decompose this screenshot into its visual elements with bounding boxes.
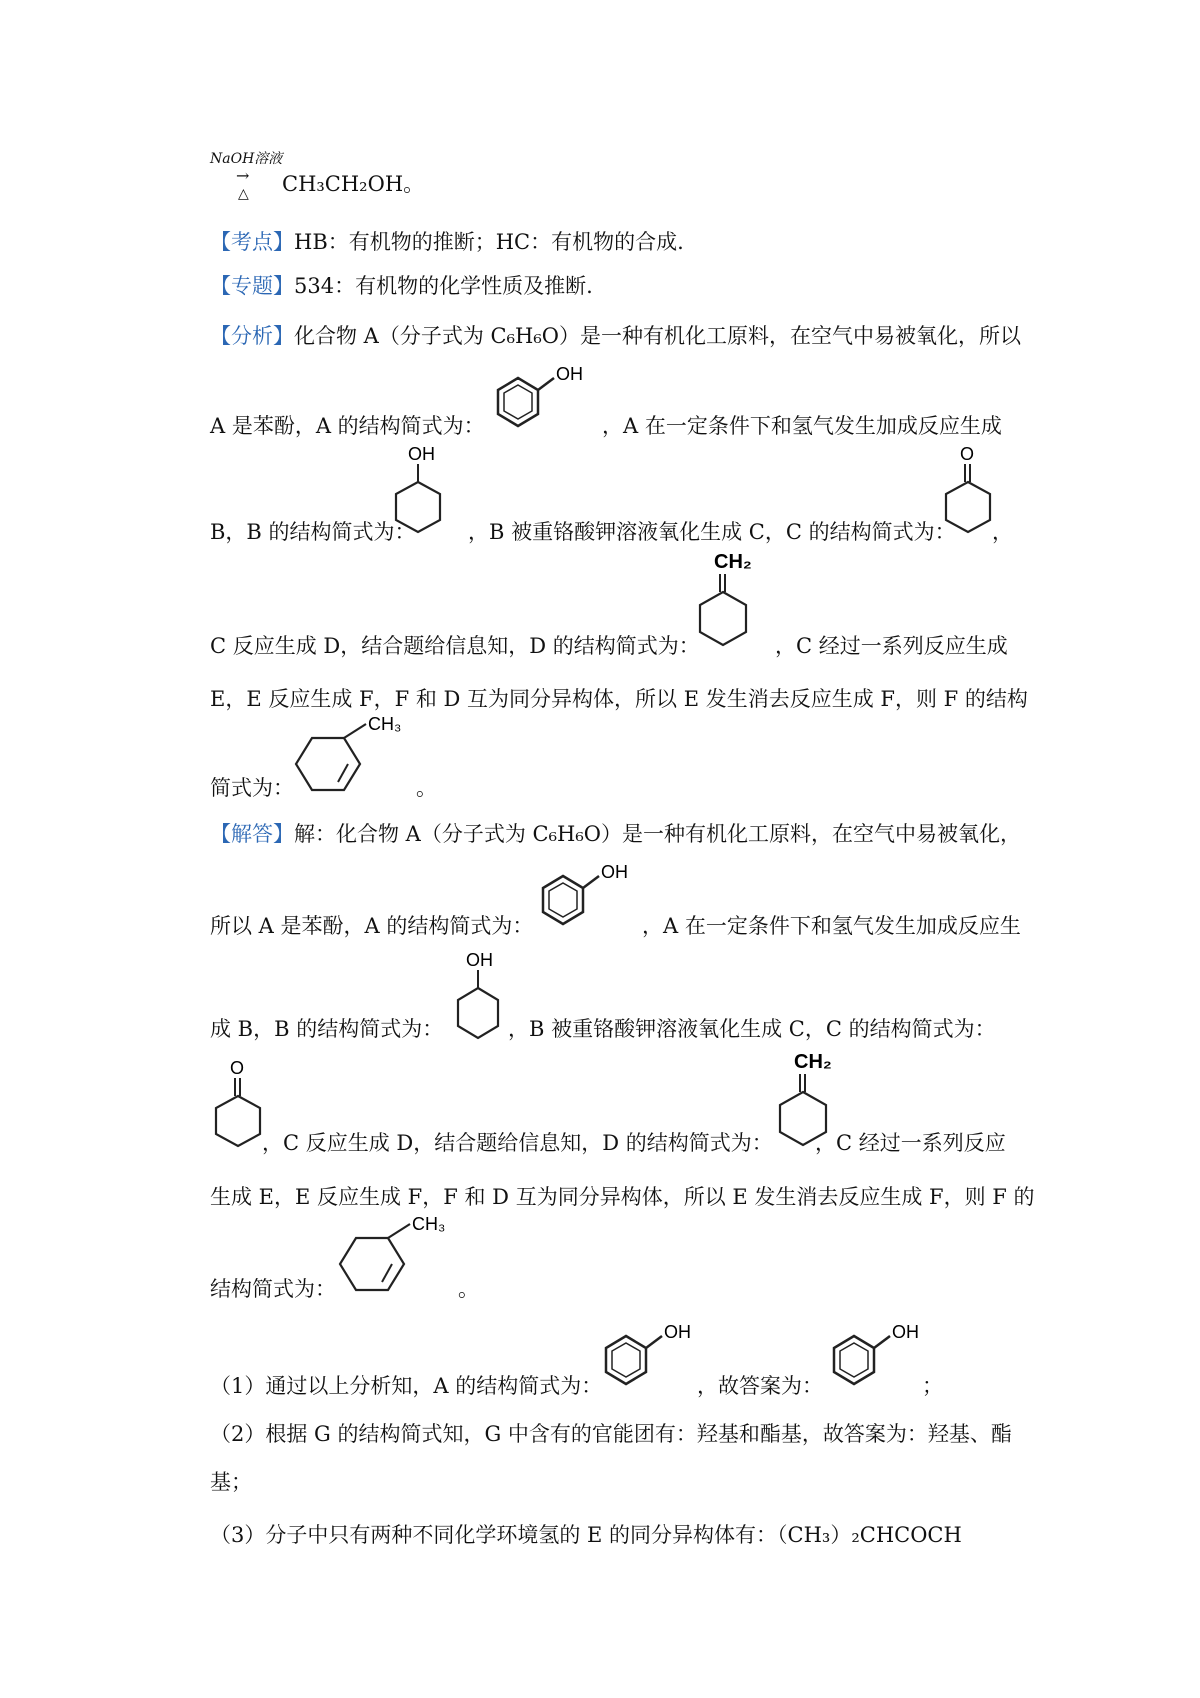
answer-2b: 基； xyxy=(210,1470,252,1494)
kaodian-label: 【考点】 xyxy=(210,230,294,254)
jieda-text-1: 解：化合物 A（分子式为 C₆H₆O）是一种有机化工原料，在空气中易被氧化， xyxy=(294,822,1021,846)
jieda-line-6b: 。 xyxy=(458,1277,479,1301)
zhuanti-line xyxy=(210,270,593,300)
oh-label: OH xyxy=(664,1322,691,1342)
jieda-line-3b: ，B 被重铬酸钾溶液氧化生成 C，C 的结构简式为： xyxy=(508,1017,996,1041)
jieda-line-6a: 结构简式为： xyxy=(210,1277,336,1301)
cyclohexanone-structure xyxy=(936,442,1006,542)
oh-label: OH xyxy=(408,444,435,464)
fenxi-label: 【分析】 xyxy=(210,324,294,348)
fenxi-line-3b: ，B 被重铬酸钾溶液氧化生成 C，C 的结构简式为： xyxy=(468,520,956,544)
phenol-structure xyxy=(598,1318,708,1398)
o-label: O xyxy=(230,1058,245,1078)
reaction-arrow: → xyxy=(236,166,250,185)
jieda-line-2b: ，A 在一定条件下和氢气发生加成反应生 xyxy=(642,914,1021,938)
fenxi-line-2b: ，A 在一定条件下和氢气发生加成反应生成 xyxy=(602,414,1002,438)
answer-1a: （1）通过以上分析知，A 的结构简式为： xyxy=(210,1374,603,1398)
phenol-structure xyxy=(490,360,600,440)
methylenecyclohexane-structure xyxy=(770,1046,860,1156)
zhuanti-text: 534：有机物的化学性质及推断. xyxy=(294,274,593,298)
o-label: O xyxy=(960,444,975,464)
ch2-label: CH₂ xyxy=(794,1051,832,1073)
oh-label: OH xyxy=(892,1322,919,1342)
fenxi-line-5: E，E 反应生成 F，F 和 D 互为同分异构体，所以 E 发生消去反应生成 F，则 F 的结构 xyxy=(210,687,1028,711)
phenol-structure xyxy=(826,1318,936,1398)
phenol-structure xyxy=(535,858,645,938)
ch3-label: CH₃ xyxy=(368,714,402,734)
fenxi-line-2a: A 是苯酚，A 的结构简式为： xyxy=(210,414,485,438)
oh-label: OH xyxy=(601,862,628,882)
fenxi-text-1: 化合物 A（分子式为 C₆H₆O）是一种有机化工原料，在空气中易被氧化，所以 xyxy=(294,324,1021,348)
answer-2a: （2）根据 G 的结构简式知，G 中含有的官能团有：羟基和酯基，故答案为：羟基、酯 xyxy=(210,1422,1012,1446)
fenxi-line-6a: 简式为： xyxy=(210,776,294,800)
kaodian-text: HB：有机物的推断；HC：有机物的合成. xyxy=(294,230,684,254)
cyclohexanol-structure xyxy=(382,442,462,542)
cyclohexanol-structure xyxy=(448,948,518,1048)
reaction-condition: NaOH溶液 xyxy=(210,151,283,167)
fenxi-line-3a: B，B 的结构简式为： xyxy=(210,520,416,544)
oh-label: OH xyxy=(556,364,583,384)
jieda-label: 【解答】 xyxy=(210,822,294,846)
fenxi-line-4a: C 反应生成 D，结合题给信息知，D 的结构简式为： xyxy=(210,634,700,658)
fenxi-line-4b: ，C 经过一系列反应生成 xyxy=(775,634,1008,658)
jieda-line-4b: ，C 经过一系列反应 xyxy=(815,1131,1006,1155)
kaodian-line xyxy=(210,226,684,256)
jieda-line-2a: 所以 A 是苯酚，A 的结构简式为： xyxy=(210,914,534,938)
fenxi-line-1 xyxy=(210,320,1021,350)
ch3-label: CH₃ xyxy=(412,1214,446,1234)
reaction-product: CH₃CH₂OH。 xyxy=(282,172,425,196)
heat-symbol: △ xyxy=(238,186,249,202)
methylcyclohexene-structure xyxy=(292,712,422,802)
cyclohexanone-structure xyxy=(208,1056,278,1156)
methylcyclohexene-structure xyxy=(336,1212,466,1302)
answer-1c: ； xyxy=(922,1374,943,1398)
zhuanti-label: 【专题】 xyxy=(210,274,294,298)
answer-3: （3）分子中只有两种不同化学环境氢的 E 的同分异构体有：（CH₃）₂CHCOCH xyxy=(210,1523,962,1547)
ch2-label: CH₂ xyxy=(714,551,752,573)
fenxi-line-3c: ， xyxy=(992,520,1013,544)
jieda-line-3a: 成 B，B 的结构简式为： xyxy=(210,1017,444,1041)
answer-1b: ，故答案为： xyxy=(697,1374,823,1398)
jieda-line-4a: ，C 反应生成 D，结合题给信息知，D 的结构简式为： xyxy=(262,1131,773,1155)
fenxi-line-6b: 。 xyxy=(416,776,437,800)
oh-label: OH xyxy=(466,950,493,970)
jieda-line-1 xyxy=(210,818,1021,848)
jieda-line-5: 生成 E，E 反应生成 F，F 和 D 互为同分异构体，所以 E 发生消去反应生成 F，则 F 的 xyxy=(210,1185,1035,1209)
methylenecyclohexane-structure xyxy=(690,546,780,656)
